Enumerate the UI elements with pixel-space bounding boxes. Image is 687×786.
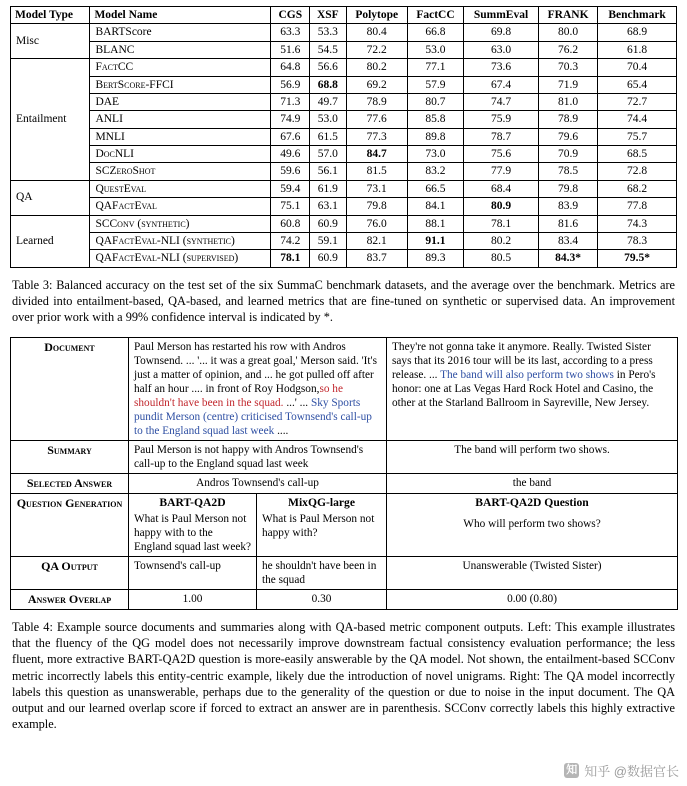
qg-model-bart-qa2d-question-label: BART-QA2D Question xyxy=(475,496,589,510)
cell-factcc: 80.7 xyxy=(407,93,463,110)
selected-answer-left: Andros Townsend's call-up xyxy=(129,474,387,494)
cell-cgs: 78.1 xyxy=(271,250,310,267)
cell-xsf: 59.1 xyxy=(310,232,346,249)
cell-xsf: 57.0 xyxy=(310,146,346,163)
table-row xyxy=(11,163,677,180)
cell-xsf: 49.7 xyxy=(310,93,346,110)
cell-summeval: 75.9 xyxy=(464,111,539,128)
document-right-part2: in Pero's honor: one at Las Vegas Hard Rock Hotel and Casino, the other at the Starland Ballroom in Sayreville, New Jersey. xyxy=(392,369,656,410)
cell-frank: 83.9 xyxy=(539,198,598,215)
cell-benchmark: 65.4 xyxy=(598,76,677,93)
row-header-question-generation: Question Generation xyxy=(11,494,129,556)
cell-frank: 78.5 xyxy=(539,163,598,180)
cell-polytope: 77.6 xyxy=(346,111,407,128)
model-name: MNLI xyxy=(90,128,271,145)
table-3 xyxy=(10,6,677,268)
qg-model-mixqg-large-label: MixQG-large xyxy=(288,496,355,510)
model-name: BLANC xyxy=(90,41,271,58)
cell-frank: 71.9 xyxy=(539,76,598,93)
cell-cgs: 51.6 xyxy=(271,41,310,58)
cell-benchmark: 72.8 xyxy=(598,163,677,180)
cell-frank: 80.0 xyxy=(539,24,598,41)
cell-benchmark: 70.4 xyxy=(598,59,677,76)
cell-xsf: 53.3 xyxy=(310,24,346,41)
cell-frank: 84.3* xyxy=(539,250,598,267)
cell-summeval: 78.1 xyxy=(464,215,539,232)
row-header-document: Document xyxy=(11,338,129,441)
col-summeval: SummEval xyxy=(464,7,539,24)
model-name: DocNLI xyxy=(90,146,271,163)
table-row xyxy=(11,494,678,556)
table-row xyxy=(11,59,677,76)
cell-frank: 83.4 xyxy=(539,232,598,249)
table-row xyxy=(11,111,677,128)
cell-polytope: 79.8 xyxy=(346,198,407,215)
col-polytope: Polytope xyxy=(346,7,407,24)
model-name: QuestEval xyxy=(90,180,271,197)
cell-xsf: 61.5 xyxy=(310,128,346,145)
model-name: QAFactEval xyxy=(90,198,271,215)
cell-summeval: 80.5 xyxy=(464,250,539,267)
table-row xyxy=(11,41,677,58)
document-right-blue: The band will also perform two shows xyxy=(440,369,614,382)
cell-cgs: 59.6 xyxy=(271,163,310,180)
answer-overlap-left-col2: 0.30 xyxy=(257,589,387,609)
cell-benchmark: 68.9 xyxy=(598,24,677,41)
col-cgs: CGS xyxy=(271,7,310,24)
cell-summeval: 74.7 xyxy=(464,93,539,110)
cell-xsf: 56.6 xyxy=(310,59,346,76)
cell-frank: 76.2 xyxy=(539,41,598,58)
cell-xsf: 63.1 xyxy=(310,198,346,215)
model-name: SCConv (synthetic) xyxy=(90,215,271,232)
group-label-misc: Misc xyxy=(11,24,90,59)
cell-factcc: 89.3 xyxy=(407,250,463,267)
zhihu-logo-icon: 知 xyxy=(566,764,578,776)
table-3-caption: Table 3: Balanced accuracy on the test set of the six SummaC benchmark datasets, and the average over the benchmark. Metrics are divided into entailment-based, QA-based, and learned metrics that are fine-tuned on synthetic or supervised data. An improvement over prior work with a 99% confidence interval is indicated by *. xyxy=(12,277,675,325)
cell-polytope: 81.5 xyxy=(346,163,407,180)
cell-benchmark: 74.3 xyxy=(598,215,677,232)
col-model-name: Model Name xyxy=(90,7,271,24)
cell-frank: 70.3 xyxy=(539,59,598,76)
row-header-summary: Summary xyxy=(11,441,129,474)
model-name: BARTScore xyxy=(90,24,271,41)
table-row xyxy=(11,556,678,589)
cell-summeval: 73.6 xyxy=(464,59,539,76)
cell-benchmark: 68.5 xyxy=(598,146,677,163)
cell-factcc: 66.5 xyxy=(407,180,463,197)
table-row xyxy=(11,146,677,163)
cell-frank: 81.0 xyxy=(539,93,598,110)
cell-cgs: 74.9 xyxy=(271,111,310,128)
cell-polytope: 72.2 xyxy=(346,41,407,58)
table-row xyxy=(11,338,678,441)
document-left xyxy=(129,338,387,441)
cell-polytope: 83.7 xyxy=(346,250,407,267)
cell-polytope: 73.1 xyxy=(346,180,407,197)
cell-factcc: 88.1 xyxy=(407,215,463,232)
table-row xyxy=(11,180,677,197)
cell-polytope: 78.9 xyxy=(346,93,407,110)
cell-summeval: 63.0 xyxy=(464,41,539,58)
table-row xyxy=(11,76,677,93)
cell-cgs: 49.6 xyxy=(271,146,310,163)
cell-benchmark: 75.7 xyxy=(598,128,677,145)
table-row xyxy=(11,24,677,41)
summary-left: Paul Merson is not happy with Andros Townsend's call-up to the England squad last week xyxy=(129,441,387,474)
document-right-part1: They're not gonna take it anymore. Really. Twisted Sister says that its 2016 tour will be its last, according to a press release. ... xyxy=(392,341,653,382)
table-4-body xyxy=(11,338,678,610)
table-row xyxy=(11,198,677,215)
cell-summeval: 68.4 xyxy=(464,180,539,197)
cell-polytope: 76.0 xyxy=(346,215,407,232)
row-header-selected-answer: Selected Answer xyxy=(11,474,129,494)
qg-right xyxy=(387,494,678,556)
col-factcc: FactCC xyxy=(407,7,463,24)
row-header-qa-output: QA Output xyxy=(11,556,129,589)
cell-xsf: 60.9 xyxy=(310,215,346,232)
group-label-qa: QA xyxy=(11,180,90,215)
cell-benchmark: 61.8 xyxy=(598,41,677,58)
cell-factcc: 53.0 xyxy=(407,41,463,58)
cell-frank: 70.9 xyxy=(539,146,598,163)
watermark xyxy=(564,761,679,780)
document-left-part3: .... xyxy=(274,425,289,438)
table-row xyxy=(11,441,678,474)
cell-cgs: 75.1 xyxy=(271,198,310,215)
cell-xsf: 60.9 xyxy=(310,250,346,267)
qg-left-col1-text: What is Paul Merson not happy with to the England squad last week? xyxy=(134,512,252,553)
model-name: ANLI xyxy=(90,111,271,128)
cell-frank: 79.8 xyxy=(539,180,598,197)
cell-cgs: 56.9 xyxy=(271,76,310,93)
cell-polytope: 80.2 xyxy=(346,59,407,76)
cell-factcc: 77.1 xyxy=(407,59,463,76)
cell-xsf: 61.9 xyxy=(310,180,346,197)
summary-right: The band will perform two shows. xyxy=(387,441,678,474)
qg-model-bart-qa2d-label: BART-QA2D xyxy=(159,496,226,510)
qa-output-left-col1: Townsend's call-up xyxy=(129,556,257,589)
cell-cgs: 74.2 xyxy=(271,232,310,249)
col-xsf: XSF xyxy=(310,7,346,24)
document-left-part1: Paul Merson has restarted his row with Andros Townsend. ... '... it was a great goal,' Merson said. 'It's just a matter of opinion, and ... he got pulled off after half an hour .... in front of Roy Hodgson, xyxy=(134,341,377,396)
cell-frank: 81.6 xyxy=(539,215,598,232)
cell-cgs: 67.6 xyxy=(271,128,310,145)
table-3-body xyxy=(11,24,677,267)
cell-cgs: 71.3 xyxy=(271,93,310,110)
table-row xyxy=(11,93,677,110)
qg-right-text: Who will perform two shows? xyxy=(463,517,601,530)
table-row xyxy=(11,589,678,609)
cell-benchmark: 68.2 xyxy=(598,180,677,197)
row-header-answer-overlap: Answer Overlap xyxy=(11,589,129,609)
cell-cgs: 59.4 xyxy=(271,180,310,197)
cell-factcc: 91.1 xyxy=(407,232,463,249)
cell-xsf: 56.1 xyxy=(310,163,346,180)
document-left-part2: ...' ... xyxy=(283,397,311,410)
qg-left-col1 xyxy=(129,494,257,556)
cell-polytope: 69.2 xyxy=(346,76,407,93)
table-row xyxy=(11,250,677,267)
col-benchmark: Benchmark xyxy=(598,7,677,24)
table-row xyxy=(11,232,677,249)
qa-output-left-col2: he shouldn't have been in the squad xyxy=(257,556,387,589)
cell-frank: 78.9 xyxy=(539,111,598,128)
cell-frank: 79.6 xyxy=(539,128,598,145)
cell-factcc: 85.8 xyxy=(407,111,463,128)
cell-factcc: 73.0 xyxy=(407,146,463,163)
cell-cgs: 63.3 xyxy=(271,24,310,41)
model-name: BertScore-FFCI xyxy=(90,76,271,93)
cell-polytope: 84.7 xyxy=(346,146,407,163)
cell-factcc: 84.1 xyxy=(407,198,463,215)
table-row xyxy=(11,7,677,24)
cell-benchmark: 78.3 xyxy=(598,232,677,249)
group-label-learned: Learned xyxy=(11,215,90,267)
cell-xsf: 53.0 xyxy=(310,111,346,128)
cell-xsf: 54.5 xyxy=(310,41,346,58)
cell-cgs: 60.8 xyxy=(271,215,310,232)
model-name: DAE xyxy=(90,93,271,110)
document-left-red: so he shouldn't have been in the squad. xyxy=(134,383,343,410)
col-model-type: Model Type xyxy=(11,7,90,24)
answer-overlap-right: 0.00 (0.80) xyxy=(387,589,678,609)
cell-xsf: 68.8 xyxy=(310,76,346,93)
cell-benchmark: 74.4 xyxy=(598,111,677,128)
model-name: SCZeroShot xyxy=(90,163,271,180)
cell-polytope: 80.4 xyxy=(346,24,407,41)
qg-left-col2-text: What is Paul Merson not happy with? xyxy=(262,512,375,539)
table-row xyxy=(11,474,678,494)
cell-benchmark: 72.7 xyxy=(598,93,677,110)
cell-polytope: 82.1 xyxy=(346,232,407,249)
cell-benchmark: 79.5* xyxy=(598,250,677,267)
cell-polytope: 77.3 xyxy=(346,128,407,145)
document-right xyxy=(387,338,678,441)
document-left-blue: Sky Sports pundit Merson (centre) criticised Townsend's call-up to the England squad last week xyxy=(134,397,372,438)
cell-summeval: 75.6 xyxy=(464,146,539,163)
group-label-entailment: Entailment xyxy=(11,59,90,181)
cell-summeval: 80.2 xyxy=(464,232,539,249)
cell-benchmark: 77.8 xyxy=(598,198,677,215)
table-row xyxy=(11,215,677,232)
cell-summeval: 78.7 xyxy=(464,128,539,145)
watermark-text: 知乎 @数据官长 xyxy=(584,764,679,779)
cell-cgs: 64.8 xyxy=(271,59,310,76)
cell-summeval: 80.9 xyxy=(464,198,539,215)
qg-left-col2 xyxy=(257,494,387,556)
selected-answer-right: the band xyxy=(387,474,678,494)
col-frank: FRANK xyxy=(539,7,598,24)
cell-factcc: 83.2 xyxy=(407,163,463,180)
table-3-header xyxy=(11,7,677,24)
cell-factcc: 66.8 xyxy=(407,24,463,41)
table-4-caption: Table 4: Example source documents and summaries along with QA-based metric component outputs. Left: This example illustrates that the fluency of the QG model does not necessarily improve downstream factual consistency evaluation performance; the less fluent, more extractive BART-QA2D question is more-easily answerable by the QA model. Not shown, the entailment-based SCConv metric incorrectly labels this entity-centric example, likely due the introduction of novel unigrams. Right: The QA model incorrectly labels this question as unanswerable, perhaps due to the generality of the question or due to noise in the input document. The QA output and our learned overlap score if forced to extract an answer are in parenthesis. SCConv correctly labels this highly extractive example. xyxy=(12,619,675,732)
table-row xyxy=(11,128,677,145)
cell-factcc: 89.8 xyxy=(407,128,463,145)
model-name: QAFactEval-NLI (supervised) xyxy=(90,250,271,267)
cell-summeval: 69.8 xyxy=(464,24,539,41)
cell-factcc: 57.9 xyxy=(407,76,463,93)
table-4 xyxy=(10,337,678,610)
cell-summeval: 77.9 xyxy=(464,163,539,180)
qa-output-right: Unanswerable (Twisted Sister) xyxy=(387,556,678,589)
model-name: FactCC xyxy=(90,59,271,76)
cell-summeval: 67.4 xyxy=(464,76,539,93)
answer-overlap-left-col1: 1.00 xyxy=(129,589,257,609)
model-name: QAFactEval-NLI (synthetic) xyxy=(90,232,271,249)
